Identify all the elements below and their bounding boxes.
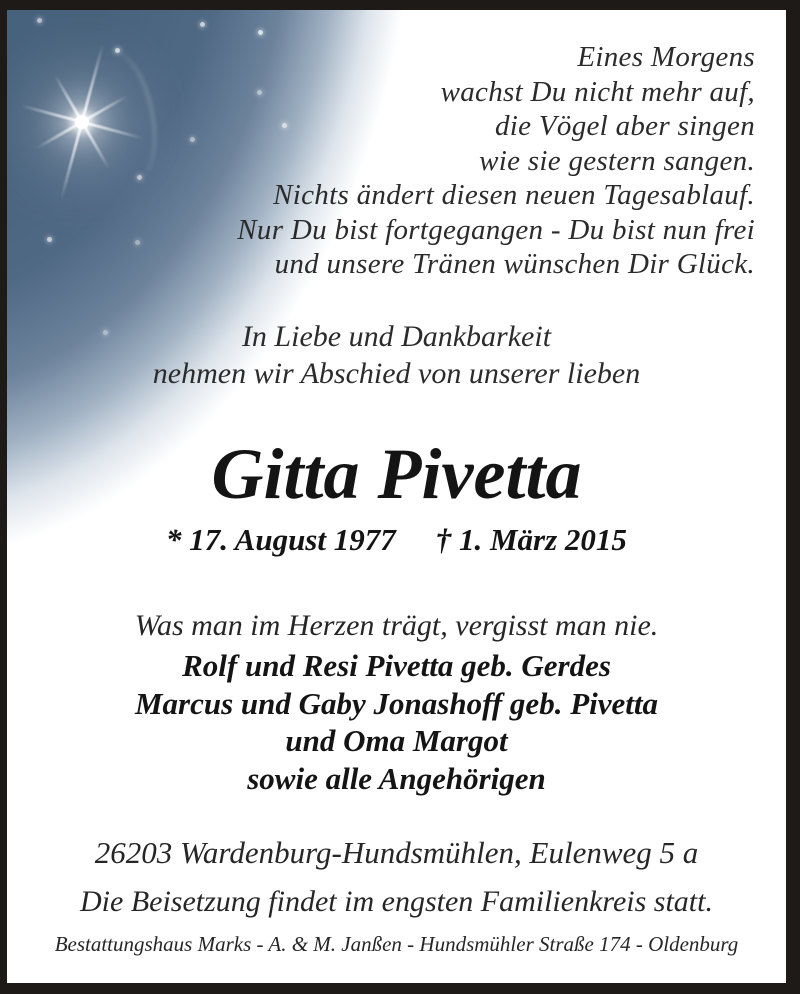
star-dot: [135, 240, 140, 245]
mourning-family: [7, 647, 786, 797]
death-date: † 1. März 2015: [435, 522, 627, 557]
life-dates: [7, 522, 786, 558]
star-dot: [190, 137, 195, 142]
poem-line: Nur Du bist fortgegangen - Du bist nun frei: [237, 213, 755, 246]
poem-line: wachst Du nicht mehr auf,: [440, 75, 755, 108]
funeral-notice: Die Beisetzung findet im engsten Familienkreis statt.: [80, 885, 713, 918]
family-line: Rolf und Resi Pivetta geb. Gerdes: [182, 648, 611, 683]
family-line: Marcus und Gaby Jonashoff geb. Pivetta: [134, 685, 658, 721]
birth-date: * 17. August 1977: [166, 522, 396, 557]
star-dot: [200, 22, 205, 27]
farewell-intro: [7, 318, 786, 392]
obituary-sheet: [7, 10, 786, 983]
poem-line: die Vögel aber singen: [495, 110, 755, 142]
farewell-line: In Liebe und Dankbarkeit: [241, 320, 552, 353]
star-dot: [37, 18, 42, 23]
poem-line: Eines Morgens: [577, 41, 755, 73]
family-line: und Oma Margot: [285, 723, 508, 758]
star-dot: [258, 30, 263, 35]
farewell-line: nehmen wir Abschied von unserer lieben: [152, 357, 641, 390]
star-core: [75, 115, 89, 129]
star-dot: [47, 237, 52, 242]
deceased-name: Gitta Pivetta: [211, 434, 582, 514]
poem-line: Nichts ändert diesen neuen Tagesablauf.: [273, 179, 755, 211]
poem-line: und unsere Tränen wünschen Dir Glück.: [274, 248, 755, 280]
memorial-poem: [237, 40, 755, 282]
funeral-home-footer: Bestattungshaus Marks - A. & M. Janßen - Hundsmühler Straße 174 - Oldenburg: [54, 932, 739, 956]
motto-line: Was man im Herzen trägt, vergisst man nie.: [134, 609, 659, 642]
address-line: 26203 Wardenburg-Hundsmühlen, Eulenweg 5 a: [94, 835, 699, 870]
poem-line: wie sie gestern sangen.: [479, 144, 755, 177]
family-line: sowie alle Angehörigen: [247, 760, 546, 796]
